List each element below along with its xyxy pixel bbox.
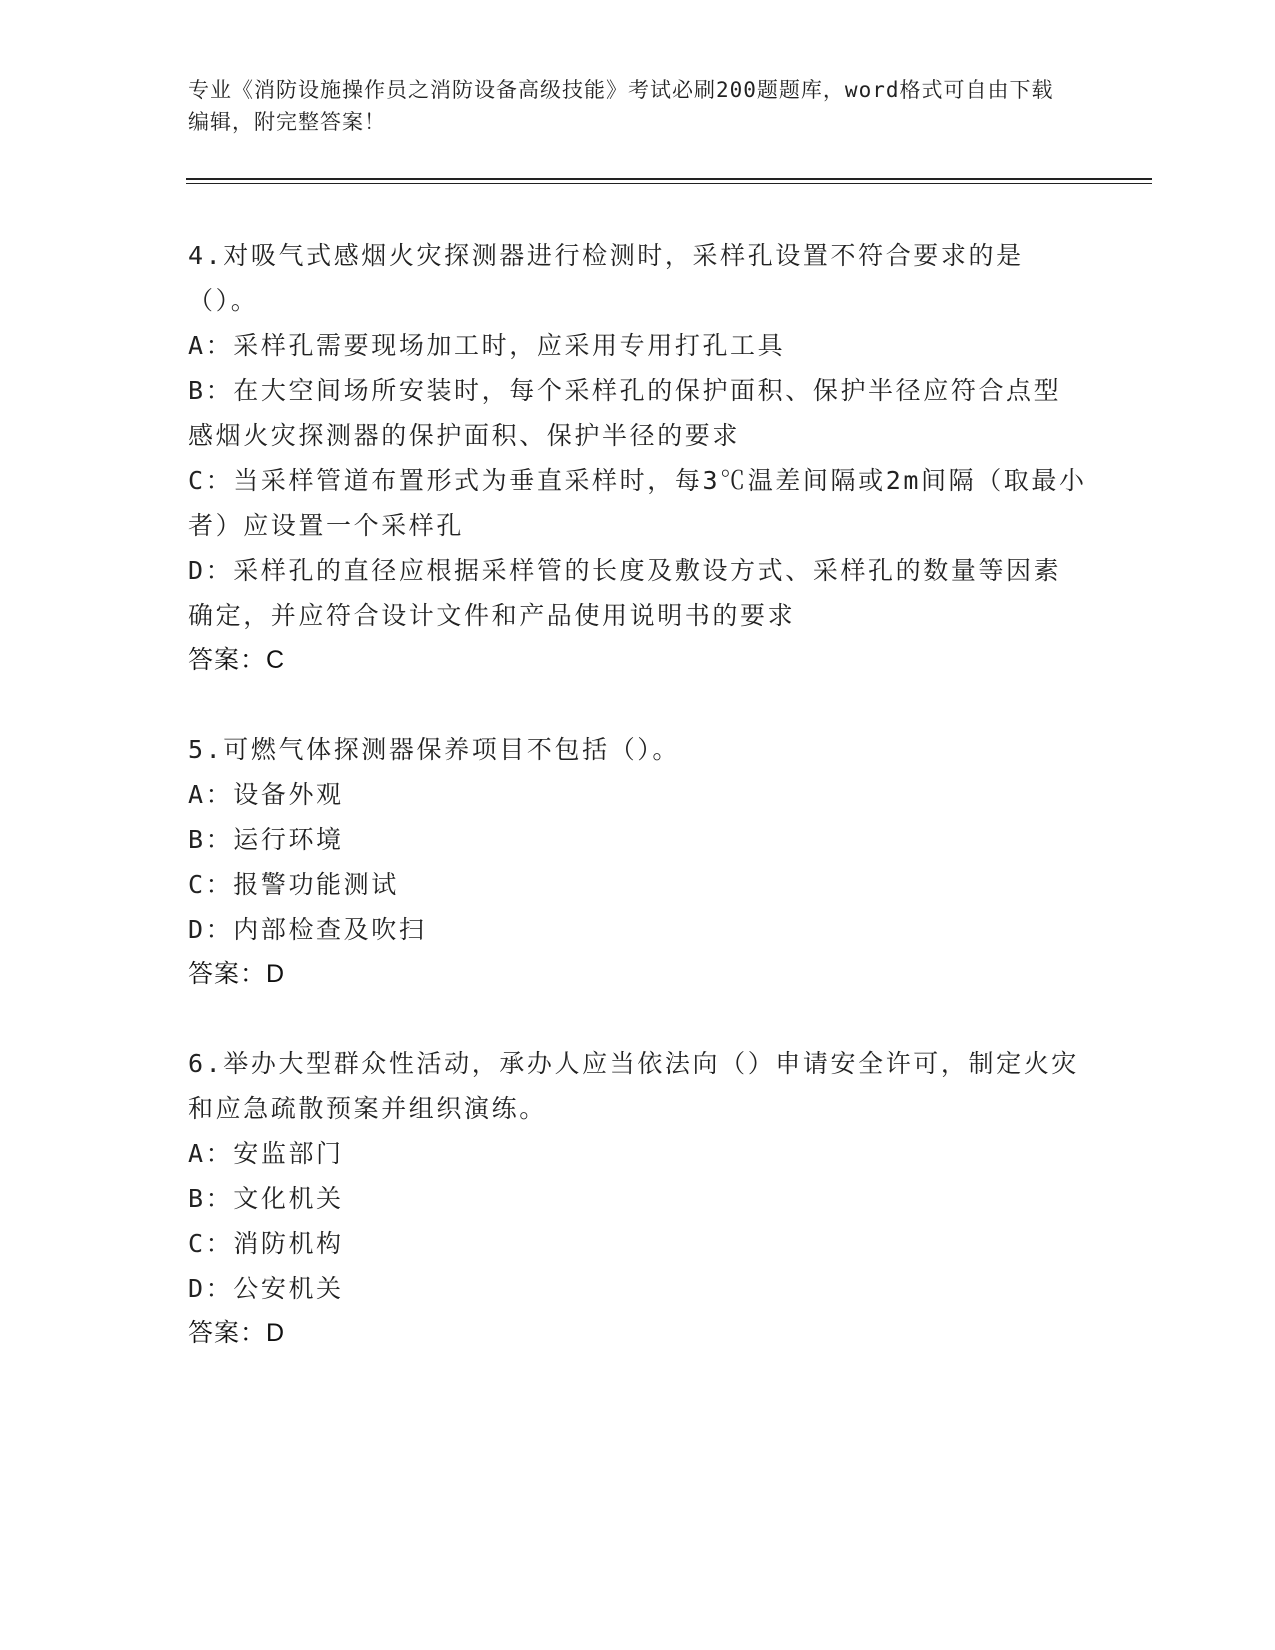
question-spacer [188, 997, 1088, 1041]
option-a: A：采样孔需要现场加工时，应采用专用打孔工具 [188, 331, 786, 360]
question-list [188, 233, 1088, 1356]
option-c: C：消防机构 [188, 1229, 344, 1258]
option-b: B：文化机关 [188, 1184, 344, 1213]
answer-label: 答案：D [188, 960, 286, 988]
option-c: C：报警功能测试 [188, 870, 399, 899]
option-d: D：采样孔的直径应根据采样管的长度及敷设方式、采样孔的数量等因素确定，并应符合设计文件和产品使用说明书的要求 [188, 556, 1062, 630]
question-stem: 6.举办大型群众性活动，承办人应当依法向（）申请安全许可，制定火灾和应急疏散预案并组织演练。 [188, 1049, 1079, 1123]
answer-label: 答案：D [188, 1319, 286, 1347]
option-d: D：公安机关 [188, 1274, 344, 1303]
option-c: C：当采样管道布置形式为垂直采样时，每3℃温差间隔或2m间隔（取最小者）应设置一个采样孔 [188, 466, 1087, 540]
question-spacer [188, 683, 1088, 727]
header-divider-thick [186, 178, 1152, 180]
header-divider-thin [186, 183, 1152, 184]
document-header: 专业《消防设施操作员之消防设备高级技能》考试必刷200题题库，word格式可自由下载编辑，附完整答案！ [188, 78, 1054, 134]
option-b: B：在大空间场所安装时，每个采样孔的保护面积、保护半径应符合点型感烟火灾探测器的保护面积、保护半径的要求 [188, 376, 1062, 450]
question-stem: 5.可燃气体探测器保养项目不包括（）。 [188, 735, 681, 764]
option-d: D：内部检查及吹扫 [188, 915, 427, 944]
option-b: B：运行环境 [188, 825, 344, 854]
option-a: A：安监部门 [188, 1139, 344, 1168]
question-4 [188, 233, 1088, 683]
question-5 [188, 727, 1088, 997]
question-6 [188, 1041, 1088, 1356]
option-a: A：设备外观 [188, 780, 344, 809]
question-stem: 4.对吸气式感烟火灾探测器进行检测时，采样孔设置不符合要求的是（）。 [188, 241, 1024, 315]
answer-label: 答案：C [188, 646, 286, 674]
